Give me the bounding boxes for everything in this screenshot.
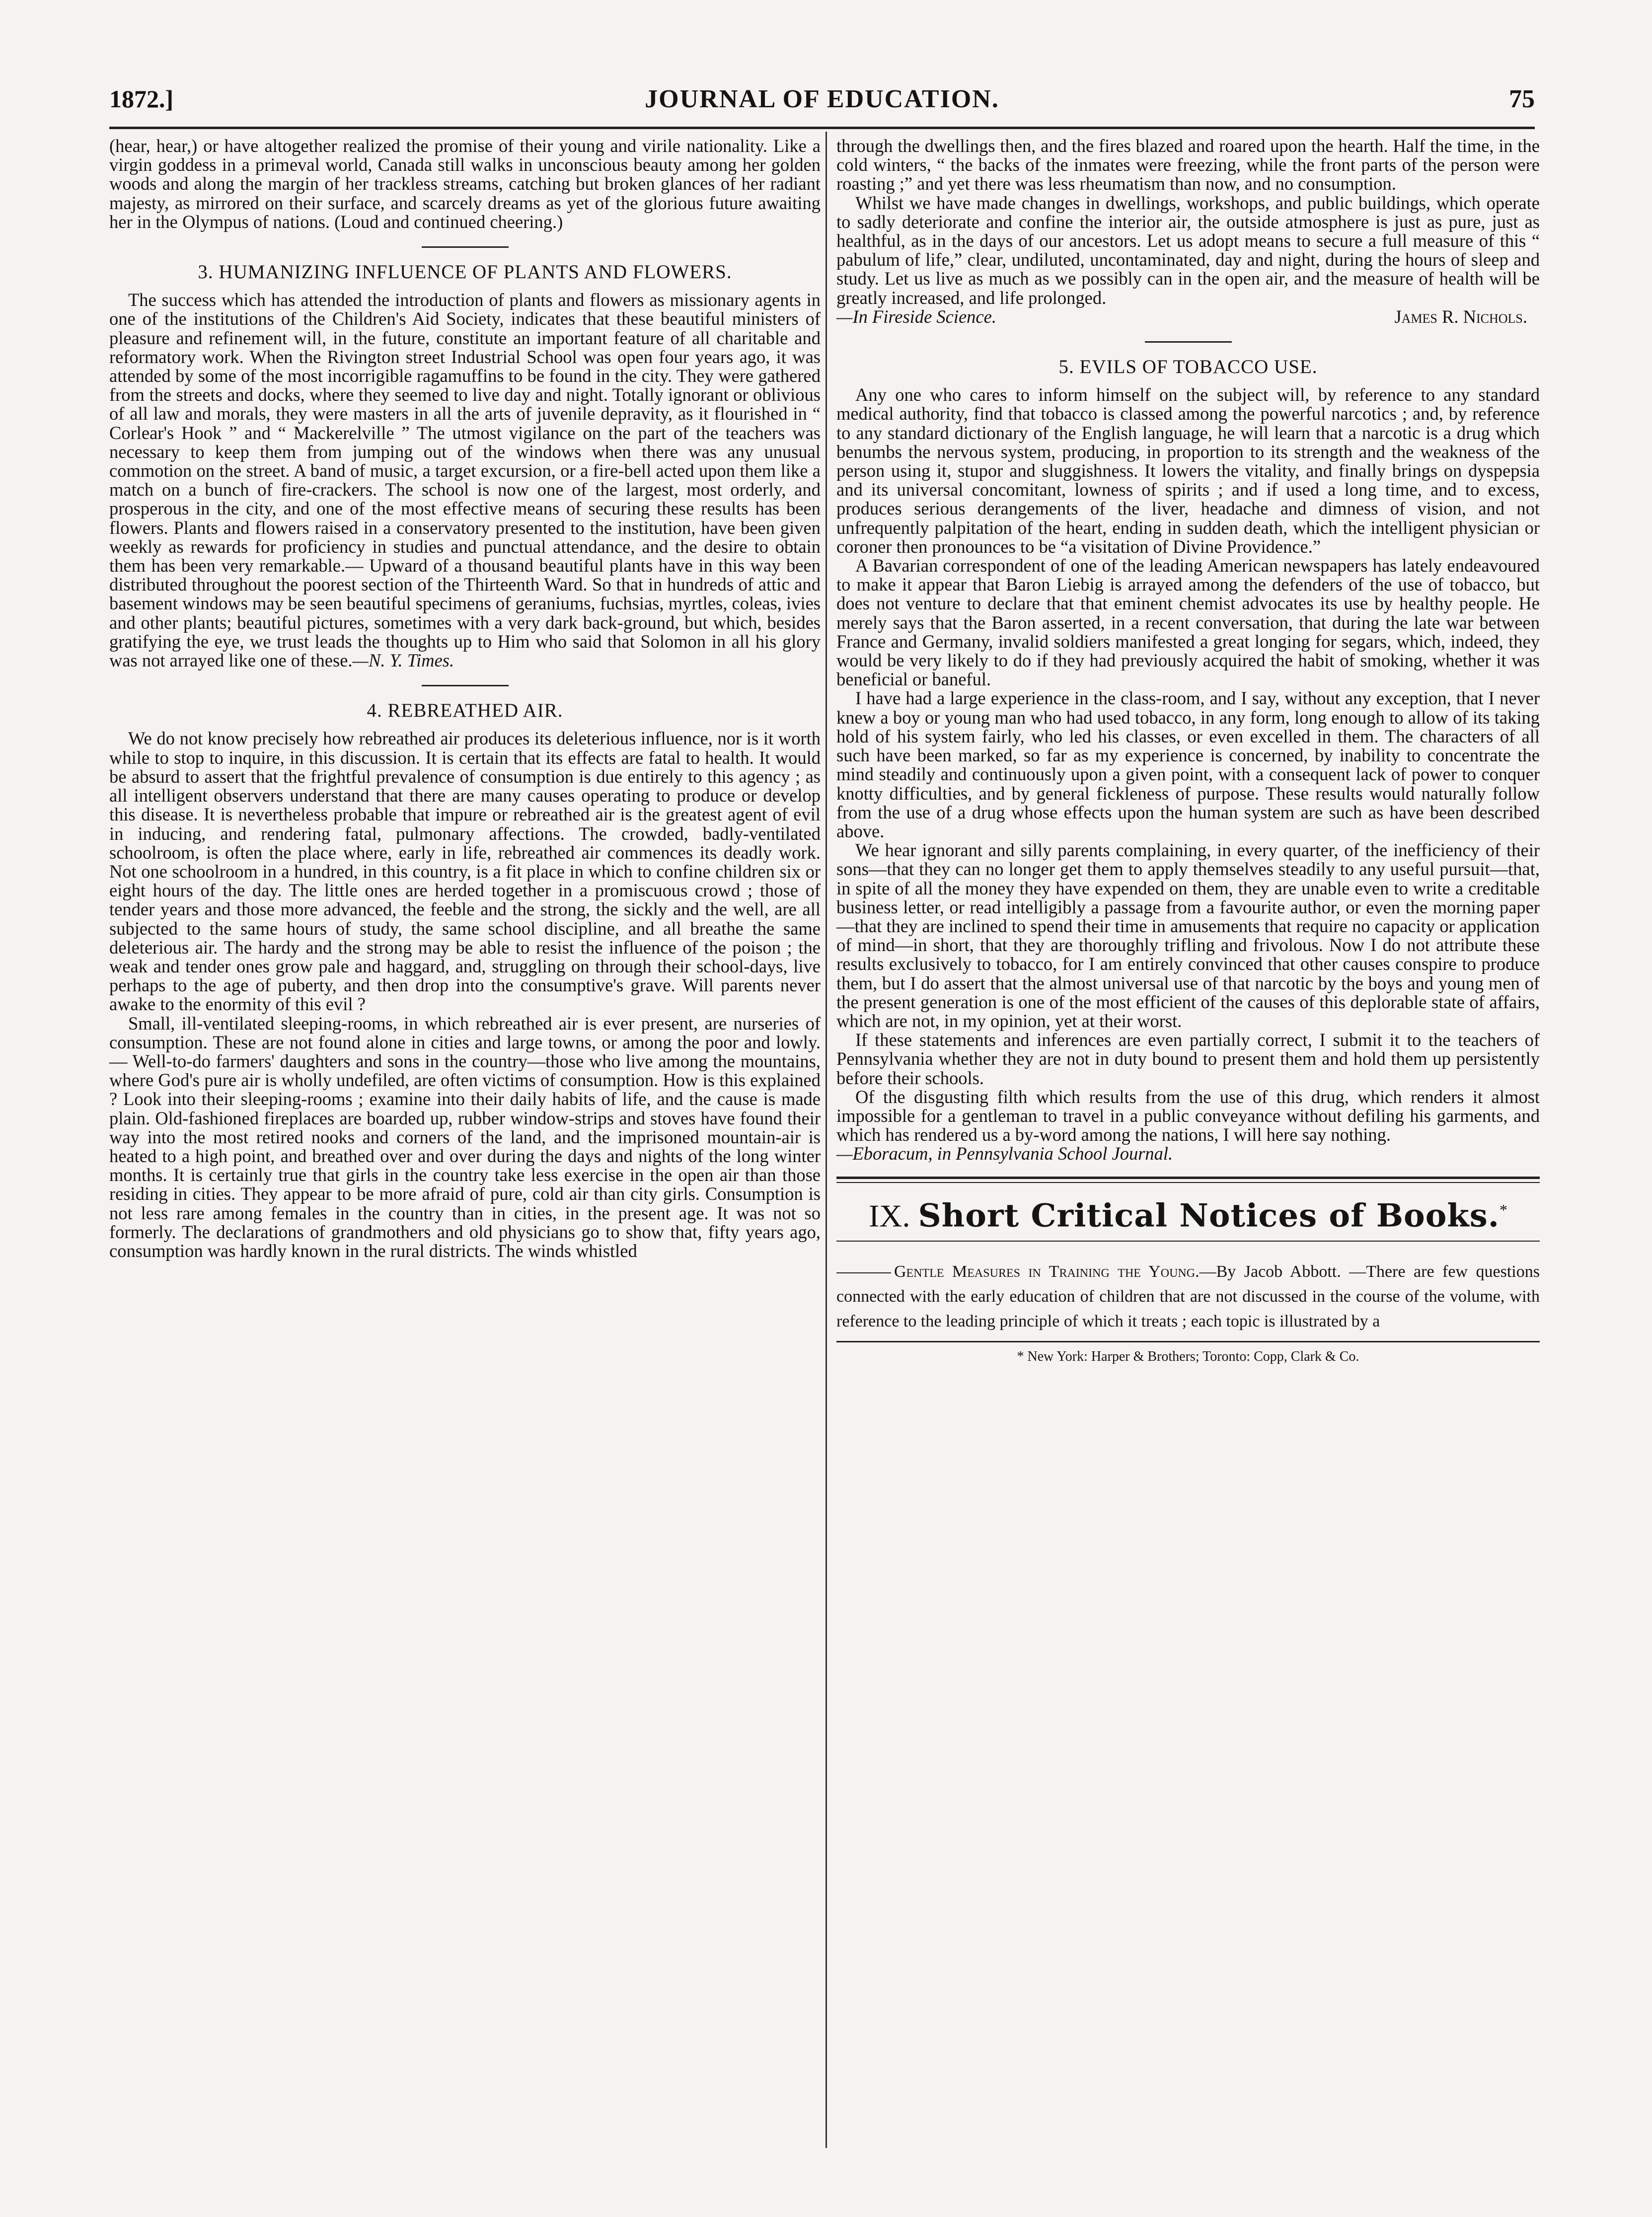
section3-text: The success which has attended the introduction of plants and flowers as missionary agents in one of the institutions of the Children's Aid Society, indicates that these beautiful ministers of pleasure and refinement will, in the future, constitute an important feature of all charitable and reformatory work. When the Rivington street Industrial School was open four years ago, it was attended by some of the most incorrigible ragamuffins to be found in the city. They were gathered from the streets and docks, where they seemed to live day and night. Totally ignorant or oblivious of all law and morals, they were masters in all the arts of juvenile depravity, as it flourished in “ Corlear's Hook ” and “ Mackerelville ” The utmost vigilance on the part of the teachers was necessary to keep them from jumping out of the windows when there was any unusual commotion on the street. A band of music, a target excursion, or a fire-bell acted upon them like a match on a bunch of fire-crackers. The school is now one of the largest, most orderly, and prosperous in the city, and one of the most effective means of securing these results has been flowers. Plants and flowers raised in a conservatory presented to the institution, have been given weekly as rewards for proficiency in studies and punctual attendance, and the desire to obtain them has been very remarkable.— Upward of a thousand beautiful plants have in this way been distributed throughout the poorest section of the Thirteenth Ward. So that in hundreds of attic and basement windows may be seen beautiful specimens of geraniums, fuchsias, myrtles, coleas, ivies and other plants; beautiful pictures, sometimes with a very dark back-ground, but which, besides gratifying the eye, we trust leads the thoughts up to Him who said that Solomon in all his glory was not arrayed like one of these.	[109, 290, 821, 671]
section-separator	[422, 685, 509, 686]
right-column	[836, 137, 1540, 1366]
article-attribution	[836, 307, 1540, 326]
page-header	[109, 84, 1535, 124]
section4-paragraph-2: Small, ill-ventilated sleeping-rooms, in which rebreathed air is ever present, are nurseries of consumption. These are not found alone in cities and large towns, or among the poor and lowly.— Well-to-do farmers' daughters and sons in the country—those who live among the mountains, where God's pure air is wholly undefiled, are often victims of consumption. How is this explained ? Look into their sleeping-rooms ; examine into their daily habits of life, and the cause is made plain. Old-fashioned fireplaces are boarded up, rubber window-strips and stoves have found their way into the most retired nooks and corners of the land, and the imprisoned mountain-air is heated to a high point, and breathed over and over during the days and nights of the long winter months. It is certainly true that girls in the country take less exercise in the open air than those residing in cities. They appear to be more afraid of pure, cold air than city girls. Consumption is not less rare among females in the country than in cities, in the present age. It was not so formerly. The declarations of grandmothers and old physicians go to show that, fifty years ago, consumption was hardly known in the rural districts. The winds whistled	[109, 1013, 821, 1261]
header-year: 1872.]	[109, 85, 174, 113]
section9-title	[836, 1190, 1540, 1236]
section4-paragraph-1: We do not know precisely how rebreathed air produces its deleterious influence, nor is it worth while to stop to inquire, in this discussion. It is certain that its effects are fatal to health. It would be absurd to assert that the frightful prevalence of consumption is due entirely to this agency ; as all intelligent observers understand that there are many causes operating to produce or develop this disease. It is nevertheless probable that impure or rebreathed air is the greatest agent of evil in inducing, and rendering fatal, pulmonary affections. The crowded, badly-ventilated schoolroom, is often the place where, early in life, rebreathed air commences its deadly work. Not one schoolroom in a hundred, in this country, is a fit place in which to confine children six or eight hours of the day. The little ones are herded together in a promiscuous crowd ; those of tender years and those more advanced, the feeble and the strong, the sickly and the well, are all subjected to the same hours of study, the same school discipline, and all breathe the same deleterious air. The hardy and the strong may be able to resist the influence of the poison ; the weak and tender ones grow pale and haggard, and, struggling on through their school-days, live perhaps to the age of puberty, and then drop into the consumptive's grave. Will parents never awake to the enormity of this evil ?	[109, 728, 821, 1015]
section5-paragraph-5: If these statements and inferences are even partially correct, I submit it to the teachers of Pennsylvania whether they are not in duty bound to present them and hold them up persistently before their schools.	[836, 1030, 1540, 1088]
section5-paragraph-3: I have had a large experience in the class-room, and I say, without any exception, that I never knew a boy or young man who had used tobacco, in any form, long enough to allow of its taking hold of his system fairly, who led his classes, or even excelled in them. The characters of all such have been marked, so far as my experience is concerned, by inability to concentrate the mind steadily and continuously upon a given point, with a consequent lack of power to conquer knotty difficulties, and by general fickleness of purpose. These results would naturally follow from the use of a drug whose effects upon the human system are such as have been described above.	[836, 688, 1540, 841]
section5-source-line	[836, 1144, 1540, 1163]
notice-dash	[836, 1272, 891, 1273]
footnote-marker: *	[1500, 1200, 1508, 1219]
section-separator	[422, 246, 509, 248]
section9-blackletter-title: Short Critical Notices of Books.	[918, 1196, 1500, 1234]
section5-heading: 5. EVILS OF TOBACCO USE.	[1058, 356, 1318, 378]
attribution-source: —In Fireside Science.	[836, 306, 996, 327]
section9-box	[836, 1177, 1540, 1242]
section3-source: —N. Y. Times.	[352, 650, 454, 671]
notice-title: Gentle Measures in Training the Young.	[894, 1262, 1200, 1281]
section9-numeral: IX.	[868, 1197, 910, 1233]
section3-paragraph	[109, 291, 821, 670]
section9-rule-bottom	[836, 1241, 1540, 1242]
section9-rule-thin	[836, 1182, 1540, 1183]
column-divider	[826, 132, 827, 2148]
journal-title: JOURNAL OF EDUCATION.	[645, 85, 999, 113]
air-paragraph: Whilst we have made changes in dwellings, workshops, and public buildings, which operate to sadly deteriorate and confine the interior air, the outside atmosphere is just as pure, just as healthful, as in the days of our ancestors. Let us adopt means to secure a full measure of this “ pabulum of life,” clear, undiluted, uncontaminated, day and night, during the hours of sleep and study. Let us live as much as we possibly can in the open air, and the measure of health will be greatly increased, and life prolonged.	[836, 192, 1540, 308]
section5-paragraph-1: Any one who cares to inform himself on the subject will, by reference to any standard medical authority, find that tobacco is classed among the powerful narcotics ; and, by reference to any standard dictionary of the English language, he will learn that a narcotic is a drug which benumbs the nervous system, producing, in proportion to its strength and the weakness of the person using it, stupor and sluggishness. It lowers the vitality, and finally brings on dyspepsia and its universal concomitant, lowness of spirits ; and if used a long time, and to excess, produces serious derangements of the liver, headache and dimness of vision, and not unfrequently palpitation of the heart, ending in sudden death, which the intelligent physician or coroner then pronounces to be “a visitation of Divine Providence.”	[836, 384, 1540, 557]
page-number: 75	[1509, 85, 1535, 113]
footnote-rule	[836, 1341, 1540, 1342]
left-column	[109, 137, 821, 1260]
footnote: * New York: Harper & Brothers; Toronto: Copp, Clark & Co.	[1017, 1348, 1359, 1364]
notice-text: —There are few questions connected with the early education of children that are not discussed in the course of the volume, with reference to the leading principle of which it treats ; each topic is illustrated by a	[836, 1262, 1540, 1330]
section-separator	[1145, 341, 1232, 343]
section9-rule-top	[836, 1177, 1540, 1179]
continuation-paragraph: through the dwellings then, and the fires blazed and roared upon the hearth. Half the time, in the cold winters, “ the backs of the inmates were freezing, while the front parts of the person were roasting ;” and yet there was less rheumatism than now, and no consumption.	[836, 136, 1540, 194]
intro-paragraph: (hear, hear,) or have altogether realized the promise of their young and virile nationality. Like a virgin goddess in a primeval world, Canada still walks in unconscious beauty among her golden woods and along the margin of her trackless streams, catching but broken glances of her radiant majesty, as mirrored on their surface, and scarcely dreams as yet of the glorious future awaiting her in the Olympus of nations. (Loud and continued cheering.)	[109, 136, 821, 232]
header-rule	[109, 127, 1535, 129]
section5-source: —Eboracum, in Pennsylvania School Journal.	[836, 1143, 1173, 1164]
attribution-author: James R. Nichols.	[1394, 306, 1527, 327]
book-notice	[836, 1259, 1540, 1334]
section5-paragraph-4: We hear ignorant and silly parents complaining, in every quarter, of the inefficiency of their sons—that they can no longer get them to apply themselves steadily to any useful pursuit—that, in spite of all the money they have expended on them, they are unable even to write a creditable business letter, or read intelligibly a passage from a favourite author, or even the morning paper—that they are inclined to spend their time in amusements that require no capacity or application of mind—in short, that they are thoroughly trifling and frivolous. Now I do not attribute these results exclusively to tobacco, for I am entirely convinced that other causes conspire to produce them, but I do assert that the almost universal use of that narcotic by the boys and young men of the present generation is one of the most efficient of the causes of this deplorable state of affairs, which are not, in my opinion, yet at their worst.	[836, 840, 1540, 1031]
section4-heading: 4. REBREATHED AIR.	[367, 700, 563, 722]
notice-author: —By Jacob Abbott.	[1199, 1262, 1341, 1281]
section3-heading: 3. HUMANIZING INFLUENCE OF PLANTS AND FLOWERS.	[198, 261, 732, 283]
section5-paragraph-2: A Bavarian correspondent of one of the leading American newspapers has lately endeavoured to make it appear that Baron Liebig is arrayed among the defenders of the use of tobacco, but does not venture to declare that that eminent chemist advocates its use by healthy people. He merely says that the Baron asserted, in a recent conversation, that during the late war between France and Germany, invalid soldiers manifested a great longing for segars, which, indeed, they would be very likely to do if they had previously acquired the habit of smoking, whether it was beneficial or baneful.	[836, 555, 1540, 690]
section5-paragraph-6: Of the disgusting filth which results from the use of this drug, which renders it almost impossible for a gentleman to travel in a public conveyance without defiling his garments, and which has rendered us a by-word among the nations, I will here say nothing.	[836, 1086, 1540, 1145]
